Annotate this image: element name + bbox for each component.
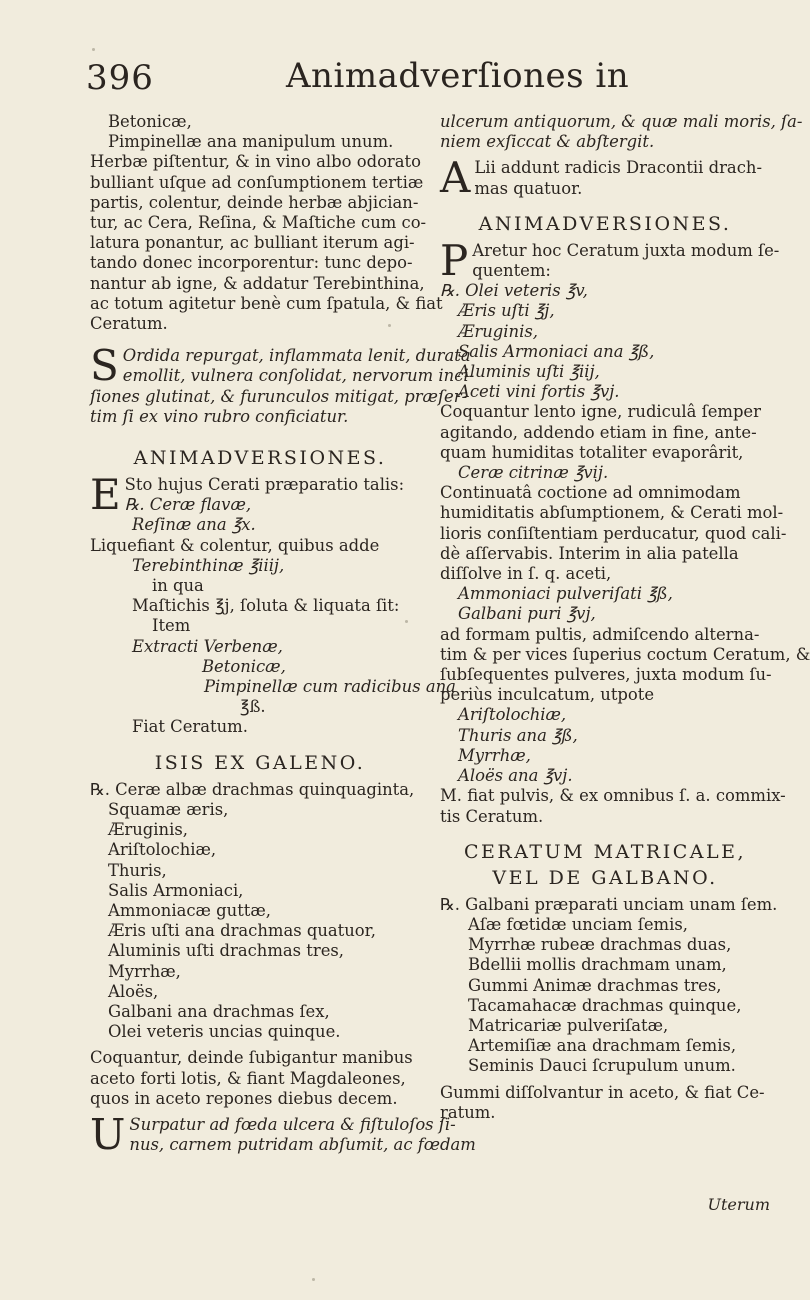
- recipe-line: Aloës,: [108, 981, 159, 1001]
- text-line: ac totum agitetur benè cum ſpatula, & fiat: [90, 293, 443, 313]
- recipe-line: ℞. Ceræ albæ drachmas quinquaginta,: [90, 779, 415, 799]
- left-paragraph-5: [90, 1109, 476, 1159]
- drop-initial: U: [90, 1109, 126, 1159]
- paper-speck: [388, 324, 391, 327]
- right-paragraph-5: [440, 483, 787, 584]
- text-line: tando donec incorporentur: tunc depo-: [90, 253, 413, 273]
- text-line: emollit, vulnera conſolidat, nervorum inci-: [122, 366, 475, 386]
- recipe-line: Olei veteris uncias quinque.: [108, 1022, 341, 1042]
- text-line: Item: [152, 616, 191, 636]
- text-line: diſſolve in ſ. q. aceti,: [440, 564, 612, 584]
- recipe-line: Salis Armoniaci,: [108, 880, 244, 900]
- section-heading: ISIS EX GALENO.: [154, 751, 366, 774]
- left-paragraph-4: [90, 1048, 430, 1109]
- text-line: ulcerum antiquorum, & quæ mali moris, ſa-: [440, 112, 803, 131]
- left-paragraph-1: [90, 112, 443, 334]
- recipe-line: Æruginis,: [458, 321, 538, 341]
- recipe-line: Betonicæ,: [202, 656, 286, 676]
- text-line: tis Ceratum.: [440, 806, 544, 826]
- right-recipe-2: [440, 584, 770, 624]
- text-line: Ceratum.: [90, 314, 168, 334]
- text-line: Surpatur ad fœda ulcera & fiſtuloſos ſi-: [129, 1114, 456, 1134]
- recipe-line: ℞. Galbani præparati unciam unam ſem.: [440, 894, 778, 914]
- left-recipe: [90, 780, 430, 1043]
- recipe-line: Æris uſti ana drachmas quatuor,: [108, 921, 376, 941]
- text-line: M. fiat pulvis, & ex omnibus ſ. a. commix-: [440, 786, 786, 806]
- text-line: Coquantur, deinde ſubigantur manibus: [90, 1048, 413, 1068]
- text-line: aceto forti lotis, & fiant Magdaleones,: [90, 1068, 406, 1088]
- recipe-line: Ammoniacæ guttæ,: [108, 900, 271, 920]
- recipe-line: ℥ß.: [240, 697, 266, 717]
- text-line: mas quatuor.: [474, 178, 583, 198]
- recipe-line: Ariſtolochiæ,: [108, 840, 217, 860]
- recipe-line: Galbani puri ℥vj,: [458, 604, 596, 624]
- recipe-line: Extracti Verbenæ,: [132, 636, 283, 656]
- text-line: periùs inculcatum, utpote: [440, 685, 655, 705]
- text-line: ſiones glutinat, & furunculos mitigat, præſer-: [90, 386, 468, 406]
- right-paragraph-6: [440, 624, 810, 706]
- text-line: Aretur hoc Ceratum juxta modum ſe-: [472, 240, 780, 260]
- recipe-line: Æris uſti ℥j,: [458, 301, 555, 321]
- recipe-line: ℞. Olei veteris ℥v,: [440, 281, 588, 301]
- text-line: nus, carnem putridam abſumit, ac fœdam: [129, 1135, 476, 1155]
- text-line: Sto hujus Cerati præparatio talis:: [124, 475, 405, 495]
- recipe-line: Matricariæ pulveriſatæ,: [468, 1015, 669, 1035]
- right-column: [440, 112, 810, 1123]
- text-line: Betonicæ,: [108, 112, 192, 131]
- right-paragraph-7: [440, 786, 786, 826]
- section-subheading: VEL DE GALBANO.: [492, 866, 718, 889]
- text-line: lioris conſiſtentiam perducatur, quod cali-: [440, 523, 787, 543]
- text-line: quam humiditas totaliter evaporârit,: [440, 442, 744, 462]
- text-line: nantur ab igne, & addatur Terebinthina,: [90, 273, 425, 293]
- running-title: Animadverſiones in: [286, 56, 630, 96]
- section-heading: CERATUM MATRICALE,: [464, 840, 746, 863]
- right-recipe-3: [440, 705, 770, 786]
- section-heading: ANIMADVERSIONES.: [133, 447, 387, 470]
- recipe-line: Aloës ana ℥vj.: [458, 766, 573, 786]
- page-number: 396: [86, 58, 154, 98]
- drop-initial: P: [440, 235, 469, 285]
- text-line: Liquefiant & colentur, quibus adde: [90, 535, 380, 555]
- text-line: humiditatis abſumptionem, & Cerati mol-: [440, 503, 784, 523]
- right-recipe-1: [440, 281, 770, 402]
- recipe-line: Thuris,: [108, 860, 167, 880]
- recipe-line: Thuris ana ℥ß,: [458, 725, 578, 745]
- recipe-line: Ammoniaci pulveriſati ℥ß,: [458, 584, 673, 604]
- recipe-line: Seminis Dauci ſcrupulum unum.: [468, 1056, 736, 1076]
- text-line: Coquantur lento igne, rudiculâ ſemper: [440, 402, 761, 422]
- text-line: tim ſi ex vino rubro conficiatur.: [90, 406, 349, 426]
- text-line: Ordida repurgat, inflammata lenit, durata: [122, 346, 471, 366]
- text-line: Lii addunt radicis Dracontii drach-: [474, 158, 762, 178]
- text-line: Continuatâ coctione ad omnimodam: [440, 483, 741, 503]
- right-paragraph-8: [440, 1083, 770, 1123]
- right-paragraph-1: [440, 112, 803, 152]
- text-line: ad formam pultis, admiſcendo alterna-: [440, 624, 760, 644]
- text-line: in qua: [152, 576, 204, 596]
- recipe-line: Maſtichis ℥j, ſoluta & liquata ſit:: [132, 596, 400, 616]
- recipe-line: Aluminis uſti drachmas tres,: [108, 941, 345, 961]
- recipe-line: Tacamahacæ drachmas quinque,: [468, 995, 742, 1015]
- drop-initial: A: [440, 153, 471, 203]
- left-paragraph-3: [90, 470, 456, 738]
- right-recipe-4: [440, 894, 778, 1077]
- text-line: niem exſiccat & abſtergit.: [440, 132, 655, 152]
- recipe-line: Reſinæ ana ℥x.: [132, 515, 256, 535]
- recipe-line: Myrrhæ,: [458, 745, 531, 765]
- text-line: dè aſſervabis. Interim in alia patella: [440, 543, 739, 563]
- text-line: quos in aceto repones diebus decem.: [90, 1088, 398, 1108]
- text-line: Pimpinellæ ana manipulum unum.: [108, 132, 394, 152]
- catchword: Uterum: [707, 1195, 770, 1214]
- paper-speck: [312, 1278, 315, 1281]
- drop-initial: S: [90, 341, 119, 391]
- right-paragraph-4: [440, 402, 770, 483]
- left-column: [90, 112, 476, 1159]
- page-header: [86, 56, 776, 102]
- right-paragraph-3: [440, 235, 780, 285]
- paper-speck: [405, 620, 408, 623]
- recipe-line: Terebinthinæ ℥iiij,: [132, 555, 285, 575]
- text-line: Gummi diſſolvantur in aceto, & fiat Ce-: [440, 1082, 765, 1102]
- paper-speck: [92, 48, 95, 51]
- recipe-line: Aſæ fœtidæ unciam ſemis,: [468, 914, 688, 934]
- recipe-line: Aluminis uſti ℥iij,: [458, 362, 600, 382]
- recipe-line: Ceræ citrinæ ℥vij.: [458, 463, 609, 483]
- recipe-line: Galbani ana drachmas ſex,: [108, 1001, 330, 1021]
- text-line: ſubſequentes pulveres, juxta modum ſu-: [440, 665, 772, 685]
- recipe-line: Squamæ æris,: [108, 799, 229, 819]
- text-line: latura ponantur, ac bulliant iterum agi-: [90, 233, 415, 253]
- text-line: tim & per vices ſuperius coctum Ceratum, &: [440, 644, 810, 664]
- left-paragraph-2: [90, 341, 475, 427]
- drop-initial: E: [90, 470, 121, 520]
- recipe-line: Aceti vini fortis ℥vj.: [458, 382, 620, 402]
- recipe-line: Myrrhæ rubeæ drachmas duas,: [468, 935, 732, 955]
- recipe-line: Gummi Animæ drachmas tres,: [468, 975, 722, 995]
- text-line: partis, colentur, deinde herbæ abjician-: [90, 192, 419, 212]
- text-line: Herbæ piſtentur, & in vino albo odorato: [90, 152, 421, 172]
- recipe-line: Pimpinellæ cum radicibus ana: [204, 677, 456, 697]
- text-line: ratum.: [440, 1102, 496, 1122]
- text-line: agitando, addendo etiam in fine, ante-: [440, 422, 757, 442]
- recipe-line: Salis Armoniaci ana ℥ß,: [458, 341, 655, 361]
- text-line: Fiat Ceratum.: [132, 717, 248, 737]
- text-line: tur, ac Cera, Reſina, & Maſtiche cum co-: [90, 213, 427, 233]
- recipe-line: Myrrhæ,: [108, 961, 181, 981]
- recipe-line: Æruginis,: [108, 820, 188, 840]
- text-line: bulliant uſque ad conſumptionem tertiæ: [90, 172, 424, 192]
- recipe-line: ℞. Ceræ flavæ,: [124, 495, 252, 515]
- recipe-line: Bdellii mollis drachmam unam,: [468, 955, 727, 975]
- section-heading: ANIMADVERSIONES.: [478, 212, 732, 235]
- text-line: quentem:: [472, 261, 551, 281]
- right-paragraph-2: [440, 153, 770, 203]
- recipe-line: Ariſtolochiæ,: [458, 705, 567, 725]
- recipe-line: Artemiſiæ ana drachmam ſemis,: [468, 1036, 737, 1056]
